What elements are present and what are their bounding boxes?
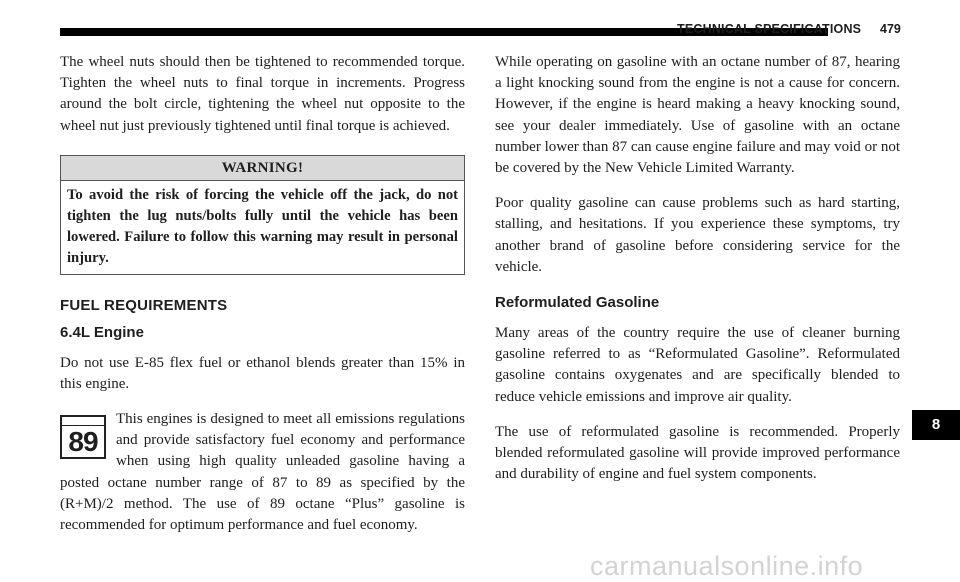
- warning-text: To avoid the risk of forcing the vehicle off the jack, do not tighten the lug nuts/bolts fully until the vehicle has been lowered. Failure to follow this warning may result in personal injury.: [67, 186, 458, 267]
- subheading-reformulated-gasoline: Reformulated Gasoline: [495, 294, 660, 312]
- page-number: 479: [880, 22, 901, 36]
- warning-box: [60, 155, 465, 275]
- octane-number: 89: [68, 426, 98, 458]
- octane-paragraph: This engines is designed to meet all emissions regulations and provide satisfactory fuel economy and performance when using high quality unleaded gasoline having a posted octane number range of 87 to 89 as specified by the (R+M)/2 method. The use of 89 octane “Plus” gasoline is recommended for optimum performance and fuel economy.: [60, 411, 465, 534]
- octane-label-strip: [62, 418, 104, 426]
- octane-block: [60, 409, 465, 550]
- e85-paragraph: Do not use E-85 flex fuel or ethanol blends greater than 15% in this engine.: [60, 354, 465, 392]
- knocking-paragraph: While operating on gasoline with an octane number of 87, hearing a light knocking sound from the engine is not a cause for concern. However, if the engine is heard making a heavy knocking sound, see your dealer immediately. Use of gasoline with an octane number lower than 87 can cause engine failure and may void or not be covered by the New Vehicle Limited Warranty.: [495, 54, 900, 177]
- reformulated-recommend-paragraph: The use of reformulated gasoline is recommended. Properly blended reformulated gasoline will provide improved performance and durability of engine and fuel system components.: [495, 423, 900, 483]
- section-heading-fuel-requirements: FUEL REQUIREMENTS: [60, 296, 228, 314]
- warning-heading: WARNING!: [61, 156, 464, 181]
- reformulated-paragraph: Many areas of the country require the use of cleaner burning gasoline referred to as “Reformulated Gasoline”. Reformulated gasoline contains oxygenates and are specifically blended to reduce vehicle emissions and improve air quality.: [495, 325, 900, 405]
- subheading-engine: 6.4L Engine: [60, 323, 144, 341]
- running-header-title: TECHNICAL SPECIFICATIONS: [677, 22, 862, 36]
- watermark: carmanualsonline.info: [590, 551, 864, 581]
- chapter-tab: 8: [912, 410, 960, 440]
- right-column: [495, 52, 900, 499]
- poor-quality-paragraph: Poor quality gasoline can cause problems such as hard starting, stalling, and hesitations. If you experience these symptoms, try another brand of gasoline before considering service for the vehicle.: [495, 195, 900, 275]
- octane-89-label-icon: [60, 415, 106, 459]
- lug-nut-torque-paragraph: The wheel nuts should then be tightened to recommended torque. Tighten the wheel nuts to final torque in increments. Progress around the bolt circle, tightening the wheel nut opposite to the wheel nut just previously tightened until final torque is achieved.: [60, 54, 465, 134]
- left-column: [60, 52, 465, 550]
